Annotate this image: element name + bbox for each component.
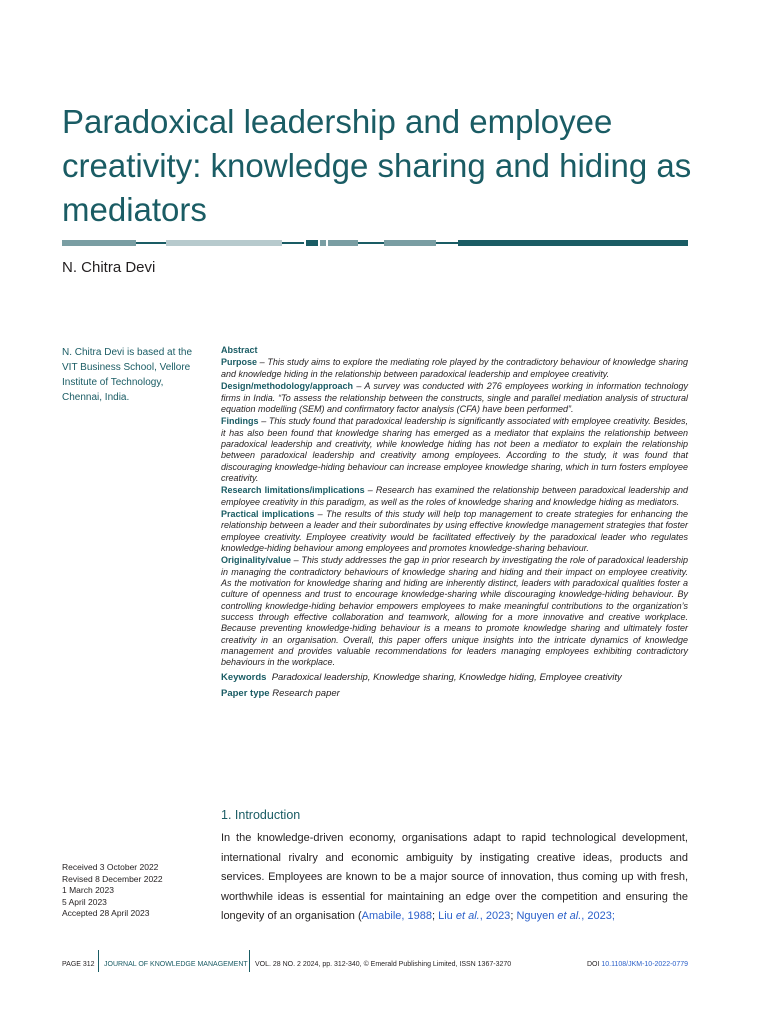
doi-link[interactable]: 10.1108/JKM-10-2022-0779 (601, 961, 688, 968)
date-revised-2: 1 March 2023 (62, 885, 114, 895)
abstract-practical: Practical implications – The results of this study will help top management to create strategies for enhancing the relationship between a leader and their subordinates by using effective knowledge management strategies that foster employee creativity. Employee creativity would be facilitated effectively by the paradoxical leader who regulates knowledge-hiding behaviour among employees and promotes knowledge-sharing behaviour. (221, 509, 688, 553)
citation-link[interactable]: Liu et al., 2023 (438, 910, 511, 922)
abstract-heading: Abstract (221, 345, 258, 355)
volume-info: VOL. 28 NO. 2 2024, pp. 312-340, © Emerald Publishing Limited, ISSN 1367-3270 (255, 961, 512, 968)
citation-link[interactable]: Nguyen et al., 2023; (516, 910, 615, 922)
page-number: PAGE 312 (62, 961, 95, 968)
abstract-purpose: Purpose – This study aims to explore the mediating role played by the contradictory behaviour of knowledge sharing and knowledge hiding in the relationship between paradoxical leadership and employee creativity. (221, 357, 688, 379)
abstract-keywords: Keywords Paradoxical leadership, Knowledge sharing, Knowledge hiding, Employee creativity (221, 671, 622, 683)
abstract-limitations: Research limitations/implications – Research has examined the relationship between paradoxical leadership and employee creativity in this paradigm, as well as the roles of knowledge sharing and knowledge hiding as mediators. (221, 485, 688, 507)
date-revised-3: 5 April 2023 (62, 896, 107, 907)
abstract-design: Design/methodology/approach – A survey was conducted with 276 employees working in information technology firms in India. “To assess the relationship between the constructs, single and parallel mediation analysis of structural equation modelling (SEM) and confirmatory factor analysis (CFA) have been performed”. (221, 381, 688, 414)
abstract-originality: Originality/value – This study addresses the gap in prior research by investigating the role of paradoxical leadership in managing the contradictory behaviours of knowledge sharing and hiding and their impact on employee creativity. As the motivation for knowledge sharing and hiding are inherently distinct, leaders with paradoxical qualities foster a culture of openness and trust to encourage knowledge-sharing while discouraging knowledge-hiding behaviour. By controlling knowledge-hiding behavior empowers employees to make meaningful contributions to the organization’s success through effective collaboration and teamwork, allowing for a more innovative and creative workplace. Because preventing knowledge-hiding behaviour is a means to promote knowledge sharing and ultimately foster creativity in an organisation. Overall, this paper offers unique insights into the intricate dynamics of knowledge management and provides valuable recommendations for leaders managing employees exhibiting contradictory behaviours in the workplace. (221, 555, 688, 668)
footer-divider (249, 950, 250, 972)
page-footer (62, 957, 688, 977)
decorative-rule (62, 240, 688, 246)
abstract (221, 345, 688, 702)
citation-link[interactable]: Amabile, 1988 (361, 910, 432, 922)
article-history (62, 862, 212, 920)
abstract-paper-type: Paper type Research paper (221, 687, 340, 699)
footer-divider (98, 950, 99, 972)
date-accepted: Accepted 28 April 2023 (62, 908, 150, 918)
date-received: Received 3 October 2022 (62, 862, 159, 872)
abstract-findings: Findings – This study found that paradoxical leadership is significantly associated with employee creativity. Besides, it has also been found that knowledge sharing has emerged as a mediator that explains the relationship between paradoxical leadership and creativity, while knowledge hiding has not been a mediator to explain the relationship between paradoxical leadership and creativity among employees. According to the study, it was found that discouraging knowledge-hiding behaviour can increase employee knowledge sharing, which in turn fosters employee creativity. (221, 416, 688, 483)
doi: DOI 10.1108/JKM-10-2022-0779 (586, 961, 688, 968)
section-heading-introduction: 1. Introduction (221, 808, 301, 822)
introduction-paragraph: In the knowledge-driven economy, organisations adapt to rapid technological development, international rivalry and economic ambiguity by instigating creative ideas, products and services. Employees are known to be a major source of innovation, thus coming up with fresh, worthwhile ideas is essential for maintaining an edge over the competition and ensuring the longevity of an organisation (Amabile, 1988; Liu et al., 2023; Nguyen et al., 2023; (221, 832, 688, 922)
paper-title: Paradoxical leadership and employee creativity: knowledge sharing and hiding as mediators (62, 103, 692, 228)
journal-name: JOURNAL OF KNOWLEDGE MANAGEMENT (104, 961, 248, 968)
author-affiliation: N. Chitra Devi is based at the VIT Business School, Vellore Institute of Technology, Chennai, India. (62, 347, 193, 403)
author-name: N. Chitra Devi (62, 259, 156, 276)
date-revised: Revised 8 December 2022 (62, 873, 163, 884)
